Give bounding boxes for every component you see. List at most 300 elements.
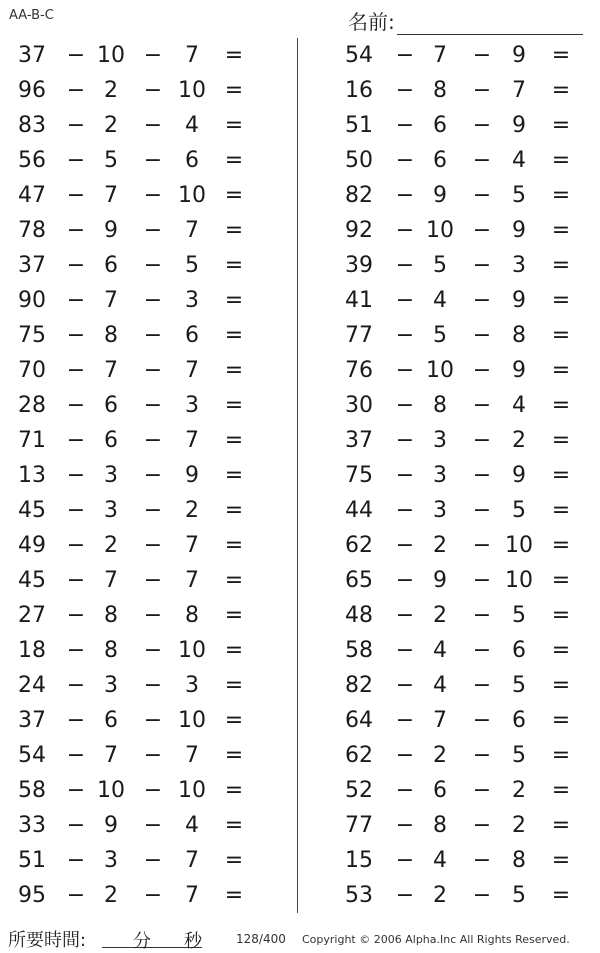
problem-row (0, 73, 290, 108)
minus-sign: − (143, 463, 163, 488)
minus-sign: − (472, 148, 492, 173)
minus-sign: − (143, 883, 163, 908)
first-number: 70 (18, 358, 46, 383)
problem-row (327, 388, 600, 423)
third-number: 3 (185, 673, 199, 698)
minus-sign: − (143, 113, 163, 138)
first-number: 53 (345, 883, 373, 908)
minus-sign: − (472, 568, 492, 593)
problem-row (327, 283, 600, 318)
minus-sign: − (472, 743, 492, 768)
third-number: 6 (185, 323, 199, 348)
minus-sign: − (143, 43, 163, 68)
minus-sign: − (66, 883, 86, 908)
second-number: 3 (104, 673, 118, 698)
equals-sign: = (224, 603, 244, 628)
second-number: 10 (97, 778, 125, 803)
second-number: 10 (426, 358, 454, 383)
minus-sign: − (395, 183, 415, 208)
third-number: 3 (185, 288, 199, 313)
problem-row (327, 318, 600, 353)
third-number: 9 (512, 288, 526, 313)
name-input-line[interactable] (397, 12, 583, 35)
equals-sign: = (551, 428, 571, 453)
problem-row (0, 703, 290, 738)
minus-sign: − (472, 393, 492, 418)
problem-row (0, 843, 290, 878)
problem-row (327, 563, 600, 598)
minus-sign: − (143, 183, 163, 208)
first-number: 33 (18, 813, 46, 838)
problem-row (0, 423, 290, 458)
minus-sign: − (143, 603, 163, 628)
minus-sign: − (143, 848, 163, 873)
minus-sign: − (143, 673, 163, 698)
minus-sign: − (66, 568, 86, 593)
second-number: 4 (433, 848, 447, 873)
first-number: 30 (345, 393, 373, 418)
third-number: 7 (185, 358, 199, 383)
minus-sign: − (472, 708, 492, 733)
second-number: 2 (433, 743, 447, 768)
first-number: 18 (18, 638, 46, 663)
minus-sign: − (395, 78, 415, 103)
equals-sign: = (224, 428, 244, 453)
first-number: 62 (345, 533, 373, 558)
problem-row (0, 458, 290, 493)
first-number: 58 (345, 638, 373, 663)
equals-sign: = (224, 218, 244, 243)
first-number: 83 (18, 113, 46, 138)
third-number: 2 (512, 813, 526, 838)
third-number: 8 (185, 603, 199, 628)
problem-row (327, 213, 600, 248)
equals-sign: = (551, 43, 571, 68)
minus-sign: − (143, 393, 163, 418)
problem-row (0, 388, 290, 423)
second-number: 8 (433, 78, 447, 103)
first-number: 51 (345, 113, 373, 138)
column-divider (297, 38, 298, 913)
footer (0, 920, 600, 952)
right-problem-column (327, 38, 600, 913)
second-number: 6 (433, 148, 447, 173)
equals-sign: = (224, 323, 244, 348)
minus-sign: − (66, 183, 86, 208)
minus-sign: − (66, 288, 86, 313)
problem-row (327, 738, 600, 773)
problem-row (327, 808, 600, 843)
minus-sign: − (472, 883, 492, 908)
first-number: 78 (18, 218, 46, 243)
problem-row (0, 108, 290, 143)
equals-sign: = (551, 113, 571, 138)
problem-row (0, 143, 290, 178)
minus-sign: − (472, 778, 492, 803)
minus-sign: − (66, 148, 86, 173)
third-number: 5 (512, 743, 526, 768)
second-number: 5 (433, 253, 447, 278)
minus-sign: − (66, 743, 86, 768)
first-number: 48 (345, 603, 373, 628)
second-number: 7 (104, 358, 118, 383)
second-number: 2 (104, 533, 118, 558)
equals-sign: = (224, 673, 244, 698)
equals-sign: = (551, 673, 571, 698)
second-number: 4 (433, 673, 447, 698)
first-number: 77 (345, 323, 373, 348)
equals-sign: = (551, 358, 571, 383)
third-number: 5 (512, 183, 526, 208)
second-number: 3 (104, 463, 118, 488)
minus-sign: − (395, 463, 415, 488)
minus-sign: − (143, 288, 163, 313)
problem-row (0, 353, 290, 388)
minus-sign: − (66, 253, 86, 278)
minus-sign: − (472, 113, 492, 138)
problem-row (327, 108, 600, 143)
problem-row (0, 318, 290, 353)
second-number: 2 (433, 533, 447, 558)
minus-sign: − (66, 603, 86, 628)
minus-sign: − (472, 498, 492, 523)
third-number: 2 (512, 778, 526, 803)
minus-sign: − (66, 708, 86, 733)
third-number: 2 (185, 498, 199, 523)
minus-sign: − (395, 533, 415, 558)
first-number: 82 (345, 183, 373, 208)
minus-sign: − (66, 778, 86, 803)
minus-sign: − (395, 218, 415, 243)
second-number: 5 (104, 148, 118, 173)
left-problem-column (0, 38, 290, 913)
equals-sign: = (551, 848, 571, 873)
second-number: 3 (104, 498, 118, 523)
minus-sign: − (143, 708, 163, 733)
third-number: 4 (512, 148, 526, 173)
equals-sign: = (224, 148, 244, 173)
minus-sign: − (395, 778, 415, 803)
minus-sign: − (143, 743, 163, 768)
minus-sign: − (472, 183, 492, 208)
minus-sign: − (66, 358, 86, 383)
third-number: 7 (185, 218, 199, 243)
third-number: 7 (512, 78, 526, 103)
equals-sign: = (551, 463, 571, 488)
first-number: 82 (345, 673, 373, 698)
minus-sign: − (143, 253, 163, 278)
problem-row (327, 353, 600, 388)
third-number: 9 (512, 358, 526, 383)
third-number: 2 (512, 428, 526, 453)
third-number: 5 (512, 883, 526, 908)
equals-sign: = (224, 743, 244, 768)
second-number: 4 (433, 288, 447, 313)
second-number: 9 (104, 218, 118, 243)
minus-sign: − (66, 673, 86, 698)
sheet-code: AA-B-C (9, 8, 54, 23)
equals-sign: = (224, 848, 244, 873)
minus-sign: − (395, 148, 415, 173)
equals-sign: = (551, 393, 571, 418)
minus-sign: − (472, 603, 492, 628)
first-number: 28 (18, 393, 46, 418)
third-number: 7 (185, 428, 199, 453)
equals-sign: = (224, 463, 244, 488)
third-number: 10 (178, 708, 206, 733)
third-number: 4 (512, 393, 526, 418)
problem-row (327, 773, 600, 808)
first-number: 65 (345, 568, 373, 593)
equals-sign: = (551, 498, 571, 523)
first-number: 54 (345, 43, 373, 68)
second-number: 2 (104, 113, 118, 138)
equals-sign: = (551, 148, 571, 173)
minus-sign: − (66, 848, 86, 873)
problem-row (327, 633, 600, 668)
third-number: 7 (185, 568, 199, 593)
copyright-notice: Copyright © 2006 Alpha.Inc All Rights Reserved. (302, 933, 570, 946)
second-number: 7 (104, 183, 118, 208)
third-number: 5 (512, 673, 526, 698)
minus-sign: − (395, 743, 415, 768)
first-number: 51 (18, 848, 46, 873)
minus-sign: − (472, 253, 492, 278)
second-number: 7 (104, 743, 118, 768)
first-number: 49 (18, 533, 46, 558)
minus-sign: − (143, 498, 163, 523)
problem-row (327, 143, 600, 178)
first-number: 45 (18, 568, 46, 593)
third-number: 10 (178, 638, 206, 663)
equals-sign: = (224, 43, 244, 68)
third-number: 6 (512, 638, 526, 663)
minus-sign: − (395, 568, 415, 593)
minus-sign: − (472, 638, 492, 663)
third-number: 4 (185, 113, 199, 138)
problem-row (0, 493, 290, 528)
third-number: 8 (512, 323, 526, 348)
first-number: 37 (18, 708, 46, 733)
third-number: 3 (512, 253, 526, 278)
first-number: 75 (345, 463, 373, 488)
third-number: 5 (512, 603, 526, 628)
minus-sign: − (143, 813, 163, 838)
first-number: 95 (18, 883, 46, 908)
equals-sign: = (224, 498, 244, 523)
equals-sign: = (551, 288, 571, 313)
equals-sign: = (224, 813, 244, 838)
problem-row (0, 668, 290, 703)
minus-sign: − (472, 218, 492, 243)
second-number: 9 (433, 183, 447, 208)
seconds-label: 秒 (184, 931, 202, 952)
first-number: 52 (345, 778, 373, 803)
minus-sign: − (66, 323, 86, 348)
second-number: 8 (104, 638, 118, 663)
minus-sign: − (143, 148, 163, 173)
equals-sign: = (224, 708, 244, 733)
problem-row (0, 878, 290, 913)
equals-sign: = (551, 218, 571, 243)
minus-sign: − (66, 78, 86, 103)
second-number: 4 (433, 638, 447, 663)
minus-sign: − (472, 43, 492, 68)
problem-row (0, 633, 290, 668)
minus-sign: − (143, 78, 163, 103)
third-number: 10 (505, 568, 533, 593)
second-number: 7 (433, 708, 447, 733)
first-number: 15 (345, 848, 373, 873)
first-number: 92 (345, 218, 373, 243)
first-number: 24 (18, 673, 46, 698)
minus-sign: − (395, 428, 415, 453)
second-number: 2 (104, 883, 118, 908)
minus-sign: − (395, 813, 415, 838)
name-label: 名前: (348, 10, 395, 34)
minus-sign: − (472, 288, 492, 313)
minus-sign: − (395, 288, 415, 313)
minus-sign: − (143, 218, 163, 243)
first-number: 47 (18, 183, 46, 208)
equals-sign: = (551, 533, 571, 558)
second-number: 9 (433, 568, 447, 593)
minus-sign: − (66, 498, 86, 523)
problem-row (0, 563, 290, 598)
minus-sign: − (395, 638, 415, 663)
minus-sign: − (66, 393, 86, 418)
minus-sign: − (395, 393, 415, 418)
equals-sign: = (224, 78, 244, 103)
problem-row (0, 38, 290, 73)
first-number: 75 (18, 323, 46, 348)
third-number: 9 (185, 463, 199, 488)
equals-sign: = (224, 883, 244, 908)
third-number: 7 (185, 883, 199, 908)
second-number: 3 (433, 463, 447, 488)
third-number: 7 (185, 848, 199, 873)
equals-sign: = (224, 638, 244, 663)
minus-sign: − (395, 673, 415, 698)
first-number: 54 (18, 743, 46, 768)
equals-sign: = (551, 778, 571, 803)
third-number: 9 (512, 113, 526, 138)
first-number: 37 (18, 253, 46, 278)
second-number: 10 (97, 43, 125, 68)
second-number: 2 (433, 603, 447, 628)
minus-sign: − (472, 78, 492, 103)
third-number: 7 (185, 743, 199, 768)
equals-sign: = (224, 113, 244, 138)
minus-sign: − (66, 218, 86, 243)
equals-sign: = (224, 183, 244, 208)
third-number: 7 (185, 43, 199, 68)
equals-sign: = (551, 708, 571, 733)
second-number: 3 (104, 848, 118, 873)
second-number: 6 (104, 253, 118, 278)
second-number: 9 (104, 813, 118, 838)
second-number: 7 (104, 288, 118, 313)
time-required-label: 所要時間: (8, 930, 87, 951)
minus-sign: − (143, 638, 163, 663)
first-number: 56 (18, 148, 46, 173)
problem-row (0, 248, 290, 283)
problem-row (327, 248, 600, 283)
first-number: 64 (345, 708, 373, 733)
first-number: 50 (345, 148, 373, 173)
minus-sign: − (472, 323, 492, 348)
minus-sign: − (66, 533, 86, 558)
minus-sign: − (66, 463, 86, 488)
minus-sign: − (143, 428, 163, 453)
minus-sign: − (143, 533, 163, 558)
second-number: 2 (104, 78, 118, 103)
minus-sign: − (395, 323, 415, 348)
first-number: 37 (345, 428, 373, 453)
minus-sign: − (395, 708, 415, 733)
first-number: 27 (18, 603, 46, 628)
minus-sign: − (472, 673, 492, 698)
third-number: 10 (178, 778, 206, 803)
first-number: 16 (345, 78, 373, 103)
second-number: 6 (433, 113, 447, 138)
minus-sign: − (66, 113, 86, 138)
equals-sign: = (551, 813, 571, 838)
second-number: 6 (104, 393, 118, 418)
third-number: 10 (505, 533, 533, 558)
equals-sign: = (224, 288, 244, 313)
equals-sign: = (551, 568, 571, 593)
problem-row (0, 773, 290, 808)
problem-row (0, 213, 290, 248)
problem-row (327, 458, 600, 493)
third-number: 7 (185, 533, 199, 558)
equals-sign: = (551, 638, 571, 663)
minus-sign: − (472, 358, 492, 383)
first-number: 71 (18, 428, 46, 453)
equals-sign: = (224, 253, 244, 278)
third-number: 9 (512, 218, 526, 243)
first-number: 13 (18, 463, 46, 488)
problem-row (327, 528, 600, 563)
problem-row (327, 493, 600, 528)
minus-sign: − (143, 778, 163, 803)
minus-sign: − (66, 43, 86, 68)
second-number: 6 (104, 708, 118, 733)
name-area (348, 6, 583, 35)
minus-sign: − (395, 253, 415, 278)
equals-sign: = (551, 323, 571, 348)
first-number: 58 (18, 778, 46, 803)
third-number: 9 (512, 463, 526, 488)
problem-row (0, 738, 290, 773)
problem-row (327, 423, 600, 458)
problem-row (327, 178, 600, 213)
minus-sign: − (472, 463, 492, 488)
third-number: 9 (512, 43, 526, 68)
problem-row (0, 178, 290, 213)
problem-row (0, 283, 290, 318)
minus-sign: − (472, 848, 492, 873)
second-number: 7 (104, 568, 118, 593)
third-number: 6 (185, 148, 199, 173)
third-number: 10 (178, 183, 206, 208)
third-number: 5 (185, 253, 199, 278)
minus-sign: − (395, 498, 415, 523)
minus-sign: − (143, 358, 163, 383)
equals-sign: = (551, 603, 571, 628)
minus-sign: − (143, 323, 163, 348)
